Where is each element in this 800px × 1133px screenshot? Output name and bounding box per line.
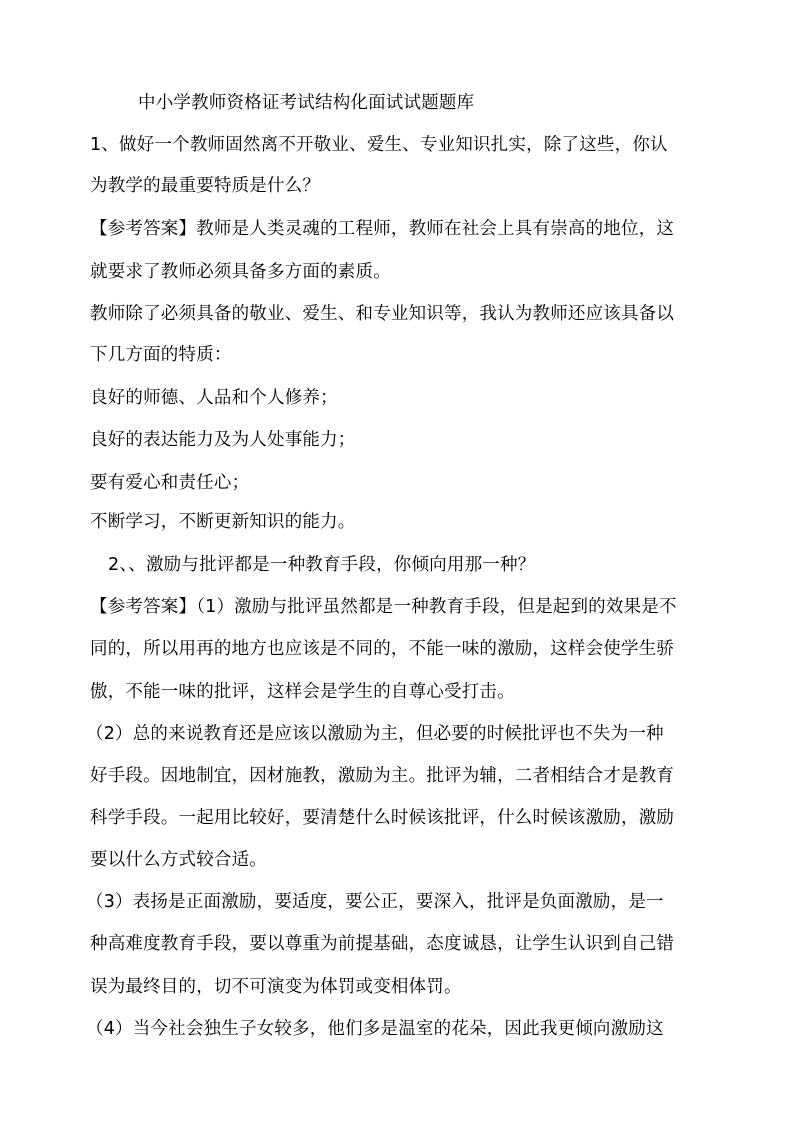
paragraph-line: 就要求了教师必须具备多方面的素质。 [90,262,391,282]
paragraph-line: 良好的师德、人品和个人修养； [90,388,338,408]
paragraph-line: （4）当今社会独生子女较多，他们多是温室的花朵，因此我更倾向激励这 [86,1019,664,1039]
question-text: 1、做好一个教师固然离不开敬业、爱生、专业知识扎实，除了这些，你认 [90,135,668,155]
paragraph-line: （3）表扬是正面激励，要适度，要公正，要深入，批评是负面激励，是一 [86,892,664,912]
paragraph-line: 不断学习，不断更新知识的能力。 [90,512,356,532]
paragraph-line: 为教学的最重要特质是什么？ [90,176,321,196]
document-title: 中小学教师资格证考试结构化面试试题题库 [138,93,475,113]
paragraph-line: 种高难度教育手段，要以尊重为前提基础，态度诚恳，让学生认识到自己错 [90,934,675,954]
paragraph-line: （2）总的来说教育还是应该以激励为主，但必要的时候批评也不失为一种 [86,724,664,744]
paragraph-line: 好手段。因地制宜，因材施教，激励为主。批评为辅，二者相结合才是教育 [90,766,675,786]
paragraph-line: 同的，所以用再的地方也应该是不同的，不能一味的激励，这样会使学生骄 [90,639,675,659]
paragraph-line: 良好的表达能力及为人处事能力； [90,430,356,450]
paragraph-line: 要以什么方式较合适。 [90,850,267,870]
paragraph-line: 科学手段。一起用比较好，要清楚什么时候该批评，什么时候该激励，激励 [90,808,675,828]
paragraph-line: 下几方面的特质： [90,345,232,365]
paragraph-line: 【参考答案】教师是人类灵魂的工程师，教师在社会上具有崇高的地位，这 [90,219,675,239]
paragraph-line: 误为最终目的，切不可演变为体罚或变相体罚。 [90,977,462,997]
paragraph-line: 要有爱心和责任心； [90,473,250,493]
paragraph-line: 傲，不能一味的批评，这样会是学生的自尊心受打击。 [90,682,515,702]
paragraph-line: 教师除了必须具备的敬业、爱生、和专业知识等，我认为教师还应该具备以 [90,304,675,324]
paragraph-line: 【参考答案】（1）激励与批评虽然都是一种教育手段，但是起到的效果是不 [90,597,677,617]
question-text: 2、、激励与批评都是一种教育手段，你倾向用那一种？ [108,555,536,575]
